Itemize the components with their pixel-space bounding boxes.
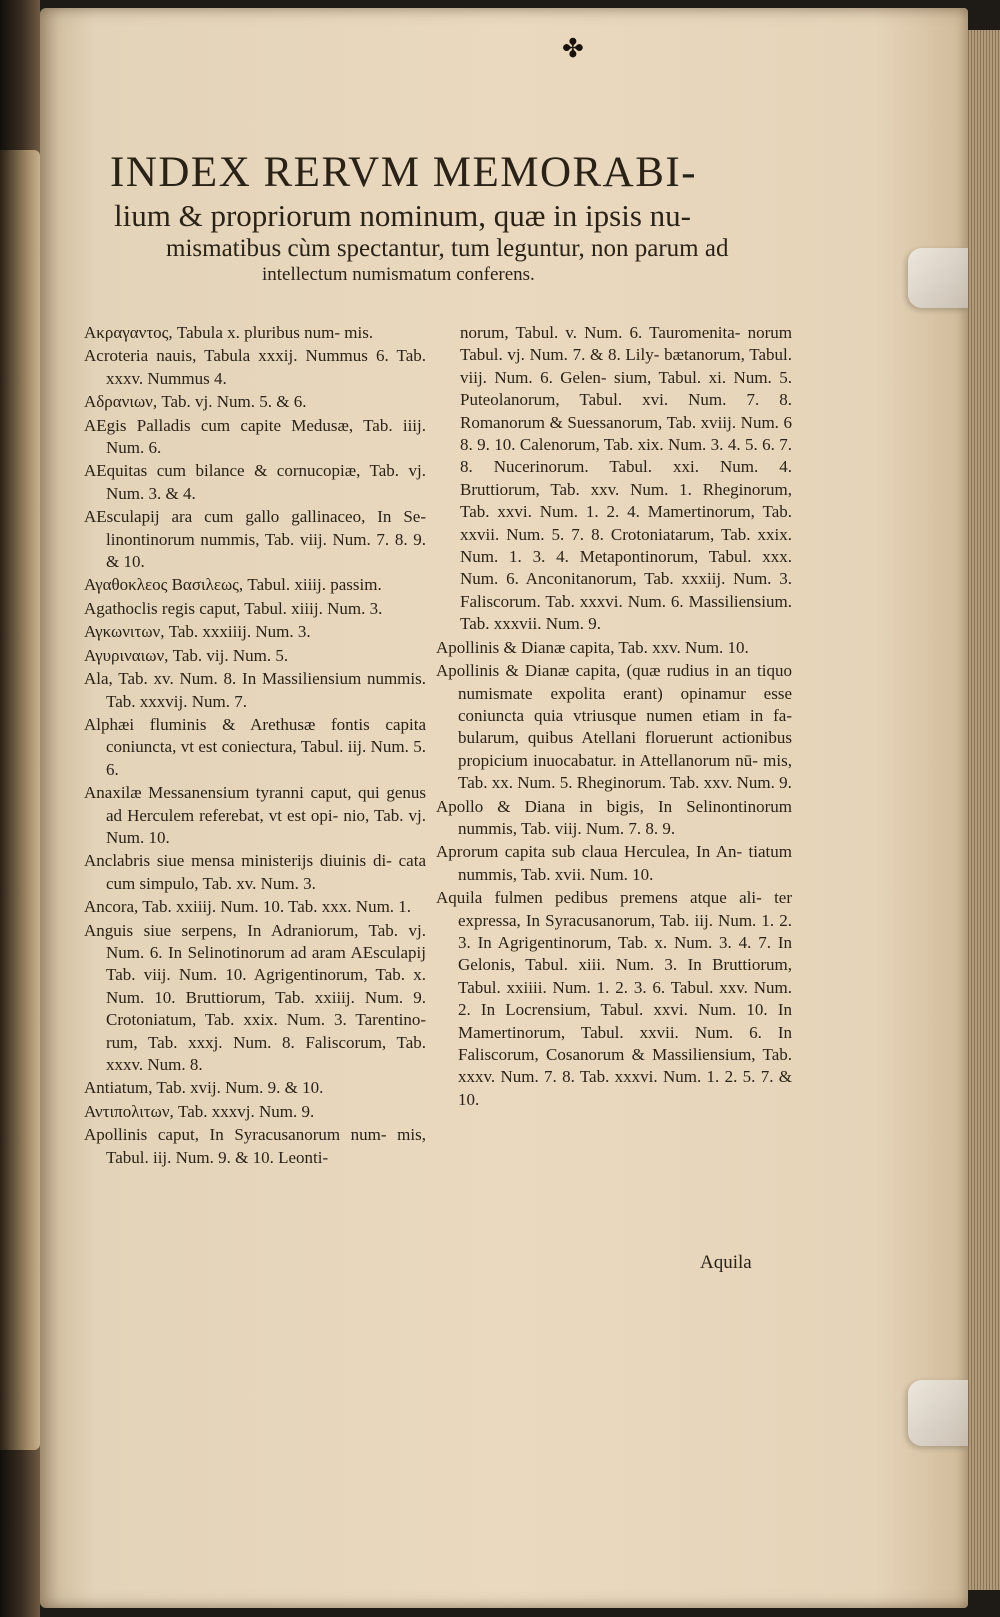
index-entry: Anaxilæ Messanensium tyranni caput, qui genus ad Herculem referebat, vt est opi- nio, Tab. vj. Num. 10. bbox=[84, 783, 426, 847]
index-entry: Aprorum capita sub claua Herculea, In An- tiatum nummis, Tab. xvii. Num. 10. bbox=[436, 842, 792, 884]
ornament-icon: ✤ bbox=[562, 34, 584, 63]
index-entry: Anclabris siue mensa ministerijs diuinis di- cata cum simpulo, Tab. xv. Num. 3. bbox=[84, 851, 426, 893]
index-entry: Anguis siue serpens, In Adraniorum, Tab. vj. Num. 6. In Selinotinorum ad aram AEsculapij Tab. viij. Num. 10. Agrigentinorum, Tab. x. Num. 10. Bruttiorum, Tab. xxiiij. Num. 9. Crotoniatum, Tab. xxix. Num. 3. Tarentino- rum, Tab. xxxj. Num. 8. Faliscorum, Tab. xxxv. Num. 8. bbox=[84, 920, 426, 1074]
index-entry: Apollo & Diana in bigis, In Selinontinorum nummis, Tab. viij. Num. 7. 8. 9. bbox=[436, 796, 792, 838]
index-entry: Acroteria nauis, Tabula xxxij. Nummus 6. Tab. xxxv. Nummus 4. bbox=[84, 346, 426, 388]
index-entry: Apollinis & Dianæ capita, Tab. xxv. Num. 10. bbox=[436, 637, 749, 657]
index-title bbox=[110, 148, 790, 286]
index-entry: AEsculapij ara cum gallo gallinaceo, In Se- linontinorum nummis, Tab. viij. Num. 7. 8. 9. & 10. bbox=[84, 507, 426, 572]
index-entry: Ancora, Tab. xxiiij. Num. 10. Tab. xxx. Num. 1. bbox=[84, 897, 412, 917]
index-entry: Αδρανιων, Tab. vj. Num. 5. & 6. bbox=[84, 392, 307, 412]
index-entry: Apollinis & Dianæ capita, (quæ rudius in an tiquo numismate expolita erant) opinamur esse coniuncta quia vtriusque numen etiam in fa- bularum, quibus Atellani floruerunt actionibus propicium inuocabatur. in Attellanorum nū- mis, Tab. xx. Num. 5. Rheginorum. Tab. xxv. Num. 9. bbox=[436, 661, 792, 793]
index-entry-continued: norum, Tabul. v. Num. 6. Tauromenita- norum Tabul. vj. Num. 7. & 8. Lily- bætanorum, Tabul. viij. Num. 6. Gelen- sium, Tabul. xi. Num. 5. Puteolanorum, Tabul. xvi. Num. 7. 8. Romanorum & Suessanorum, Tab. xviij. Num. 6 8. 9. 10. Calenorum, Tab. xix. Num. 3. 4. 5. 6. 7. 8. Nucerinorum. Tabul. xxi. Num. 4. Bruttiorum, Tab. xxv. Num. 1. Rheginorum, Tab. xxvi. Num. 1. 2. 4. Mamertinorum, Tab. xxvii. Num. 5. 7. 8. Crotoniatarum, Tab. xxix. Num. 1. 3. 4. Metapontinorum, Tabul. xxx. Num. 6. Anconitanorum, Tab. xxxiij. Num. 3. Faliscorum. Tab. xxxvi. Num. 6. Massiliensium. Tab. xxxvii. Num. 9. bbox=[460, 323, 792, 634]
left-column bbox=[84, 322, 426, 1170]
page-clip-top bbox=[908, 248, 968, 308]
index-entry: Aquila fulmen pedibus premens atque ali- ter expressa, In Syracusanorum, Tab. iij. Num. 1. 2. 3. In Agrigentinorum, Tab. x. Num. 3. 4. 7. In Gelonis, Tabul. xiii. Num. 3. In Bruttiorum, Tabul. xxiiii. Num. 1. 2. 3. 6. Tabul. xxv. Num. 2. In Locrensium, Tabul. xxvi. Num. 10. In Mamertinorum, Tabul. xxvii. Num. 6. In Faliscorum, Cosanorum & Massiliensium, Tab. xxxv. Num. 7. 8. Tab. xxxvi. Num. 1. 2. 5. 7. & 10. bbox=[436, 888, 792, 1109]
index-entry: Αγυριναιων, Tab. vij. Num. 5. bbox=[84, 645, 289, 665]
index-entry: Ala, Tab. xv. Num. 8. In Massiliensium nummis. Tab. xxxvij. Num. 7. bbox=[84, 669, 426, 711]
page-clip-bottom bbox=[908, 1380, 968, 1446]
right-column bbox=[436, 322, 792, 1112]
index-entry: AEquitas cum bilance & cornucopiæ, Tab. vj. Num. 3. & 4. bbox=[84, 461, 426, 503]
title-line-3: mismatibus cùm spectantur, tum leguntur, non parum ad bbox=[166, 235, 729, 262]
index-entry: Αγαθοκλεος Βασιλεως, Tabul. xiiij. passim. bbox=[84, 575, 382, 595]
index-entry: Ακραγαντος, Tabula x. pluribus num- mis. bbox=[84, 323, 374, 342]
index-entry: AEgis Palladis cum capite Medusæ, Tab. iiij. Num. 6. bbox=[84, 415, 426, 458]
index-entry: Antiatum, Tab. xvij. Num. 9. & 10. bbox=[84, 1078, 324, 1098]
title-line-4: intellectum numismatum conferens. bbox=[262, 264, 535, 285]
title-line-1: INDEX RERVM MEMORABI- bbox=[110, 149, 698, 196]
title-line-2: lium & propriorum nominum, quæ in ipsis nu- bbox=[114, 198, 691, 233]
index-entry: Alphæi fluminis & Arethusæ fontis capita coniuncta, vt est coniectura, Tabul. iij. Num. 5. 6. bbox=[84, 714, 426, 779]
previous-page-edge bbox=[0, 150, 40, 1450]
index-entry: Αντιπολιτων, Tab. xxxvj. Num. 9. bbox=[84, 1101, 315, 1121]
page-stack-right bbox=[966, 30, 1000, 1590]
index-entry: Αγκωνιτων, Tab. xxxiiij. Num. 3. bbox=[84, 622, 311, 642]
catchword: Aquila bbox=[700, 1252, 752, 1273]
index-entry: Agathoclis regis caput, Tabul. xiiij. Num. 3. bbox=[84, 598, 383, 618]
index-entry: Apollinis caput, In Syracusanorum num- mis, Tabul. iij. Num. 9. & 10. Leonti- bbox=[84, 1125, 426, 1167]
